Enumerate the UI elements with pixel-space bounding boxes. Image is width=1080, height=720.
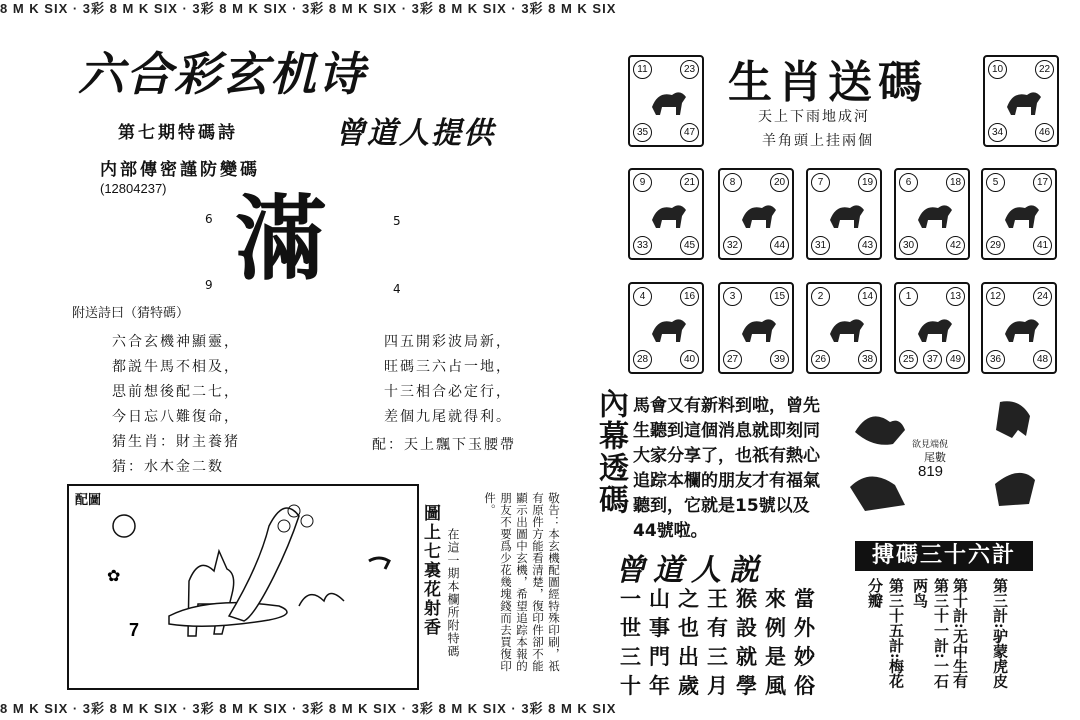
zodiac-number: 24 [1033, 287, 1052, 306]
zodiac-number: 9 [633, 173, 652, 192]
zodiac-number: 35 [633, 123, 652, 142]
zodiac-number: 5 [986, 173, 1005, 192]
poem-line: 差個九尾就得利。 [384, 409, 512, 425]
zodiac-number: 6 [899, 173, 918, 192]
svg-text:7: 7 [129, 620, 140, 640]
zodiac-number: 19 [858, 173, 877, 192]
zodiac-number: 32 [723, 236, 742, 255]
corner-number-bl: 9 [205, 278, 213, 292]
zodiac-number: 8 [723, 173, 742, 192]
rabbit-icon [738, 198, 778, 232]
tail-top: 欲見端倪 [912, 440, 949, 450]
zodiac-number: 17 [1033, 173, 1052, 192]
poem-line: 配：天上飄下玉腰帶 [372, 437, 516, 453]
zodiac-number: 13 [946, 287, 965, 306]
zodiac-tile-dog [894, 282, 970, 374]
corner-number-tl: 6 [205, 212, 213, 226]
inside-text: 馬會又有新料到啦，曾先生聽到這個消息就即刻同大家分享了，也祇有熱心追踪本欄的朋友才有福氣聽到，它就是15號以及44號啦。 [633, 396, 820, 541]
zodiac-number: 36 [986, 350, 1005, 369]
snake-icon [914, 198, 954, 232]
zodiac-number: 34 [988, 123, 1007, 142]
says-title: 曾道人説 [615, 553, 767, 588]
zodiac-number: 40 [680, 350, 699, 369]
poem-left [112, 330, 240, 480]
picture-caption: 圖上七裏花射香 [420, 504, 440, 637]
tail-label: 尾數 [924, 451, 946, 464]
zodiac-number: 20 [770, 173, 789, 192]
zodiac-number: 45 [680, 236, 699, 255]
zodiac-number: 25 [899, 350, 918, 369]
corner-number-tr: 5 [393, 214, 401, 228]
poem-line: 思前想後配二七， [112, 384, 240, 400]
ji-col-1: 第三計:驴蒙虎皮 [991, 578, 1009, 689]
provider-label: 曾道人提供 [335, 116, 495, 151]
zodiac-number: 11 [633, 60, 652, 79]
says-line: 世事也有設例外 [620, 615, 823, 640]
zodiac-tile-rat [628, 55, 704, 147]
inside-label: 內幕透碼 [593, 388, 628, 516]
zodiac-number: 46 [1035, 123, 1054, 142]
zodiac-number: 41 [1033, 236, 1052, 255]
zodiac-title: 生肖送碼 [728, 57, 928, 108]
ji-title: 搏碼三十六計 [855, 541, 1033, 571]
zodiac-number: 30 [899, 236, 918, 255]
zodiac-tile-horse [981, 168, 1057, 260]
ji-col-4: 第三十五計:梅花分瓣 [866, 578, 905, 689]
poem-intro: 附送詩曰（猜特碼） [72, 306, 190, 321]
goat-icon [648, 312, 688, 346]
picture-frame [67, 484, 419, 690]
secret-label: 内部傳密謹防變碼 [100, 160, 260, 180]
horse-icon [1001, 198, 1041, 232]
poem-line: 都説牛馬不相及， [112, 359, 240, 375]
zodiac-number: 43 [858, 236, 877, 255]
says-line: 十年歲月學風俗 [620, 673, 823, 698]
notice-text: 敬告：本玄機配圖經特殊印刷，祇有原件方能看清楚，復印件卻不能顯示出圖中玄機，希望追踪本報的朋友不要爲少花幾塊錢而去買復印件。 [483, 492, 561, 672]
ji-col-2: 第十計:无中生有 [951, 578, 969, 689]
zodiac-number: 16 [680, 287, 699, 306]
poem-line: 旺碼三六占一地， [384, 359, 512, 375]
zodiac-number: 10 [988, 60, 1007, 79]
zodiac-line2: 羊角頭上挂兩個 [762, 133, 874, 149]
zodiac-number: 39 [770, 350, 789, 369]
zodiac-number: 27 [723, 350, 742, 369]
pig-icon [1001, 312, 1041, 346]
poem-line: 猜：水木金二数 [112, 459, 224, 475]
zodiac-tile-pig [981, 282, 1057, 374]
poem-line: 四五開彩波局新， [384, 334, 512, 350]
zodiac-number: 42 [946, 236, 965, 255]
zodiac-tile-rabbit [718, 168, 794, 260]
zodiac-number: 3 [723, 287, 742, 306]
page-title: 六合彩玄机诗 [78, 47, 366, 101]
zodiac-number: 31 [811, 236, 830, 255]
zodiac-number: 26 [811, 350, 830, 369]
zodiac-number: 44 [770, 236, 789, 255]
tail-value: 819 [918, 463, 944, 480]
zodiac-number: 37 [923, 350, 942, 369]
poem-line: 今日忘八難復命， [112, 409, 240, 425]
ox-icon [1003, 85, 1043, 119]
zodiac-number: 29 [986, 236, 1005, 255]
tiger-icon [648, 198, 688, 232]
says-line: 三門出三就是妙 [620, 644, 823, 669]
zodiac-number: 28 [633, 350, 652, 369]
says-line: 一山之王猴來當 [620, 586, 823, 611]
poem-line: 六合玄機神顯靈， [112, 334, 240, 350]
svg-text:✿: ✿ [107, 566, 121, 585]
zodiac-tile-dragon [806, 168, 882, 260]
picture-illustration [69, 486, 417, 688]
zodiac-number: 1 [899, 287, 918, 306]
zodiac-number: 22 [1035, 60, 1054, 79]
zodiac-number: 2 [811, 287, 830, 306]
zodiac-line1: 天上下雨地成河 [758, 109, 870, 125]
dragon-icon [826, 198, 866, 232]
zodiac-number: 48 [1033, 350, 1052, 369]
zodiac-number: 12 [986, 287, 1005, 306]
zodiac-number: 47 [680, 123, 699, 142]
zodiac-number: 4 [633, 287, 652, 306]
bottom-banner: 8 M K SIX · 3彩 8 M K SIX · 3彩 8 M K SIX · 3彩 8 M K SIX · 3彩 8 M K SIX · 3彩 8 M K SIX [0, 701, 617, 716]
picture-label: 配圖 [75, 493, 102, 508]
zodiac-tile-tiger [628, 168, 704, 260]
monkey-icon [738, 312, 778, 346]
dog-icon [914, 312, 954, 346]
secret-code: (12804237) [100, 181, 167, 196]
zodiac-number: 38 [858, 350, 877, 369]
corner-number-br: 4 [393, 282, 401, 296]
rooster-icon [826, 312, 866, 346]
picture-note: 在這一期本欄所附特碼 [446, 528, 460, 658]
ji-col-3: 第三十一計:一石两鸟 [911, 578, 950, 689]
zodiac-number: 21 [680, 173, 699, 192]
zodiac-tile-snake [894, 168, 970, 260]
zodiac-number: 23 [680, 60, 699, 79]
issue-label: 第七期特碼詩 [118, 123, 238, 143]
zodiac-number: 15 [770, 287, 789, 306]
rat-icon [648, 85, 688, 119]
zodiac-number: 14 [858, 287, 877, 306]
zodiac-tile-monkey [718, 282, 794, 374]
zodiac-tile-rooster [806, 282, 882, 374]
zodiac-number: 33 [633, 236, 652, 255]
zodiac-number: 18 [946, 173, 965, 192]
zodiac-tile-goat [628, 282, 704, 374]
zodiac-number: 49 [946, 350, 965, 369]
poem-line: 猜生肖：財主養猪 [112, 434, 240, 450]
says-lines [620, 584, 823, 700]
zodiac-number: 7 [811, 173, 830, 192]
big-character: 滿 [235, 186, 328, 293]
poem-line: 十三相合必定行， [384, 384, 512, 400]
zodiac-tile-ox [983, 55, 1059, 147]
poem-right [372, 330, 516, 458]
top-banner: 8 M K SIX · 3彩 8 M K SIX · 3彩 8 M K SIX · 3彩 8 M K SIX · 3彩 8 M K SIX · 3彩 8 M K SIX [0, 1, 617, 16]
